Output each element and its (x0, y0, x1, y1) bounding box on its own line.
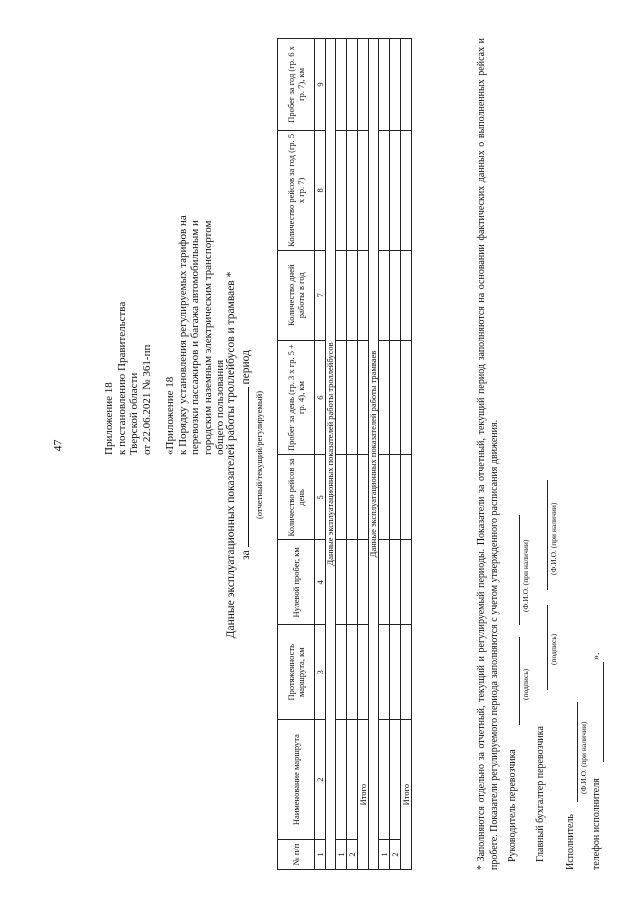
closing-quote: ». (591, 652, 602, 660)
director-fio-line (519, 515, 520, 625)
appendix-line: к постановлению Правительства (115, 301, 128, 455)
phone-label: телефон исполнителя (591, 778, 602, 870)
executor-fio-line (577, 702, 578, 802)
footnote: * Заполняются отдельно за отчетный, текущий и регулируемый периоды. Показатели за отчетный, текущий период заполняются на основании фактических данных о выполненных рейсах и пробеге. Показатели регулируемого периода заполняются с учетом утвержденного расписания движения. (476, 38, 500, 870)
row-number: 1 (336, 840, 347, 870)
order-line: городским наземным электрическим транспортом (201, 220, 214, 455)
order-line: к Порядку установления регулируемых тарифов на (176, 215, 189, 455)
column-number: 7 (315, 250, 326, 340)
header-cell: Количество рейсов за год (гр. 5 x гр. 7) (278, 130, 315, 250)
order-line: общего пользования (214, 359, 226, 455)
table-row (336, 39, 347, 870)
table-row-total (401, 39, 412, 870)
column-number: 4 (315, 540, 326, 625)
director-fio-caption: (Ф.И.О. (при наличии) (521, 539, 530, 612)
total-label: Итого (401, 720, 412, 870)
table-row (347, 39, 358, 870)
total-label: Итого (358, 720, 369, 870)
accountant-label: Главный бухгалтер перевозчика (535, 726, 546, 862)
header-cell: Нулевой пробег, км (278, 540, 315, 625)
table-row-total (358, 39, 369, 870)
column-number: 5 (315, 455, 326, 540)
period-caption: (отчетный/текущий/регулируемый) (254, 390, 264, 520)
column-number: 3 (315, 625, 326, 720)
header-cell: Наименование маршрута (278, 720, 315, 840)
header-cell: Количество дней работы в год (278, 250, 315, 340)
appendix-line: Приложение 18 (103, 382, 115, 455)
row-number: 1 (379, 840, 390, 870)
accountant-fio-line (547, 480, 548, 590)
appendix-line: Тверской области (128, 372, 140, 455)
header-cell: Пробег за день (гр. 3 x гр. 5 + гр. 4), км (278, 340, 315, 455)
header-cell: Пробег за год (гр. 6 x гр. 7), км (278, 39, 315, 131)
appendix-block (103, 35, 227, 455)
accountant-fio-caption: (Ф.И.О. (при наличии) (549, 502, 558, 575)
accountant-sign-line (547, 605, 548, 690)
table-row (379, 39, 390, 870)
column-number: 9 (315, 39, 326, 131)
header-cell: Количество рейсов за день (278, 455, 315, 540)
table-row (390, 39, 401, 870)
period-prefix: за (240, 550, 252, 560)
accountant-sign-caption: (подпись) (549, 633, 558, 665)
section-title-tram: Данные эксплуатационных показателей работы трамваев (369, 39, 379, 870)
document-title (225, 30, 266, 880)
order-line: «Приложение 18 (164, 376, 176, 455)
header-cell: № п/п (278, 840, 315, 870)
indicators-table (277, 38, 412, 870)
period-suffix: период (240, 350, 252, 385)
row-number: 2 (390, 840, 401, 870)
page-number: 47 (50, 439, 65, 452)
section-title-trolleybus: Данные эксплуатационных показателей работы троллейбусов (326, 39, 336, 870)
order-line: перевозки пассажиров и багажа автомобильным и (189, 220, 201, 455)
column-number: 2 (315, 720, 326, 840)
director-label: Руководитель перевозчика (507, 749, 518, 862)
column-number: 1 (315, 840, 326, 870)
executor-label: Исполнитель (565, 814, 576, 870)
period-row (238, 30, 253, 880)
director-sign-line (519, 637, 520, 725)
column-number: 6 (315, 340, 326, 455)
period-blank (238, 387, 249, 547)
header-cell: Протяженность маршрута, км (278, 625, 315, 720)
column-number: 8 (315, 130, 326, 250)
executor-fio-caption: (Ф.И.О. (при наличии) (579, 721, 588, 794)
row-number: 2 (347, 840, 358, 870)
title-line: Данные эксплуатационных показателей работы троллейбусов и трамваев * (225, 271, 237, 639)
director-sign-caption: (подпись) (521, 668, 530, 700)
landscape-sheet (95, 30, 635, 880)
appendix-line: от 22.06.2021 № 361-пп (140, 344, 153, 455)
phone-line (603, 662, 604, 762)
